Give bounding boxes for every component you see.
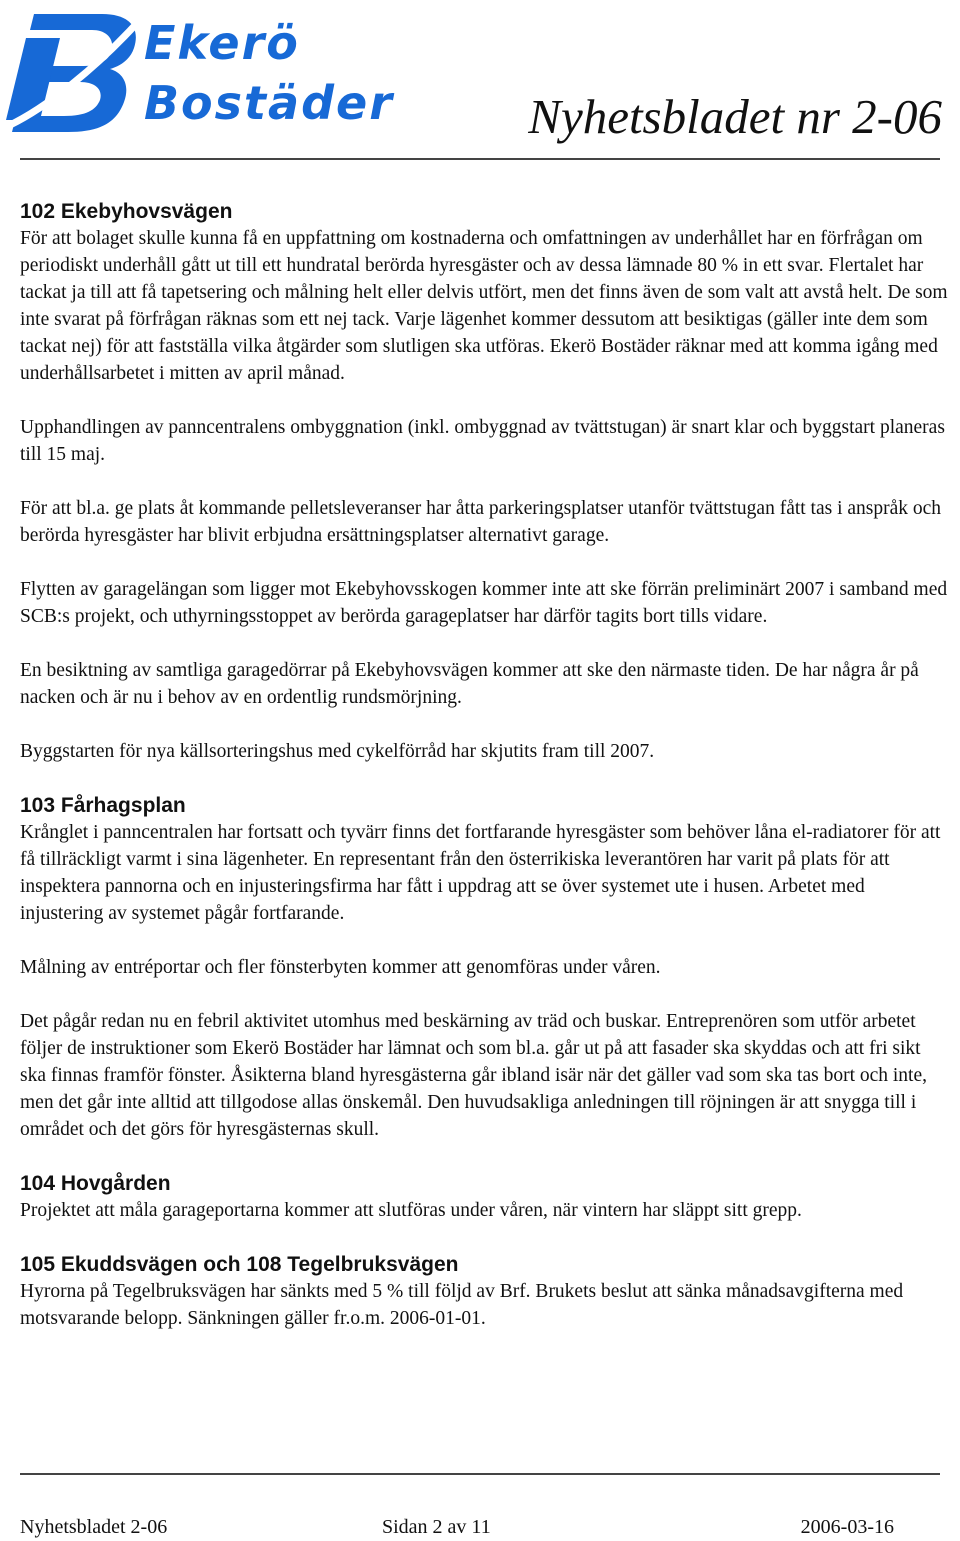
paragraph: För att bl.a. ge plats åt kommande pelletsleveranser har åtta parkeringsplatser utanför tvättstugan fått tas i anspråk och berörda hyresgäster har blivit erbjudna ersättningsplatser alternativt garage. <box>20 498 942 546</box>
paragraph: Upphandlingen av panncentralens ombyggnation (inkl. ombyggnad av tvättstugan) är snart klar och byggstart planeras till 15 maj. <box>20 417 945 465</box>
footer-divider <box>20 1473 940 1475</box>
section-102 <box>20 198 950 765</box>
paragraph: För att bolaget skulle kunna få en uppfattning om kostnaderna och omfattningen av underhållet har en förfrågan om periodiskt underhåll gått ut till ett hundratal berörda hyresgäster och av dessa lämnade 80 % in ett svar. Flertalet har tackat ja till att få tapetsering och målning helt eller delvis utfört, men det finns även de som valt att avstå helt. De som inte svarat på förfrågan räknas som ett nej tack. Varje lägenhet kommer dessutom att besiktigas (gäller inte dem som tackat nej) för att fastställa vilka åtgärder som slutligen ska utföras. Ekerö Bostäder räknar med att komma igång med underhållsarbetet i mitten av april månad. <box>20 228 948 384</box>
paragraph: Målning av entréportar och fler fönsterbyten kommer att genomföras under våren. <box>20 957 661 978</box>
section-104 <box>20 1170 950 1224</box>
section-heading: 103 Fårhagsplan <box>20 794 186 817</box>
newsletter-title: Nyhetsbladet nr 2-06 <box>528 89 942 144</box>
footer-date: 2006-03-16 <box>800 1516 894 1538</box>
paragraph: Byggstarten för nya källsorteringshus med cykelförråd har skjutits fram till 2007. <box>20 741 655 762</box>
paragraph: Projektet att måla garageportarna kommer att slutföras under våren, när vintern har släppt sitt grepp. <box>20 1200 802 1221</box>
footer-publication: Nyhetsbladet 2-06 <box>20 1516 168 1538</box>
paragraph: En besiktning av samtliga garagedörrar på Ekebyhovsvägen kommer att ske den närmaste tiden. De har några år på nacken och är nu i behov av en ordentlig rundsmörjning. <box>20 660 919 708</box>
section-103 <box>20 792 950 1143</box>
header-divider <box>20 158 940 160</box>
paragraph: Flytten av garagelängan som ligger mot Ekebyhovsskogen kommer inte att ske förrän preliminärt 2007 i samband med SCB:s projekt, och uthyrningsstoppet av berörda garageplatser har därför tagits bort tills vidare. <box>20 579 948 627</box>
footer-page-number: Sidan 2 av 11 <box>382 1516 491 1538</box>
paragraph: Hyrorna på Tegelbruksvägen har sänkts med 5 % till följd av Brf. Brukets beslut att sänka månadsavgifterna med motsvarande belopp. Sänkningen gäller fr.o.m. 2006-01-01. <box>20 1281 904 1329</box>
section-heading: 104 Hovgården <box>20 1172 171 1195</box>
article-body <box>20 198 950 1359</box>
logo-text-bostader: Bostäder <box>144 76 394 130</box>
logo-b-mark-icon <box>6 8 146 138</box>
ekero-bostader-logo <box>6 8 426 138</box>
paragraph: Krånglet i panncentralen har fortsatt och tyvärr finns det fortfarande hyresgäster som behöver låna el-radiatorer för att få tillräckligt varmt i sina lägenheter. En representant från den österrikiska leverantören har varit på plats för att inspektera pannorna och en injusteringsfirma har fått i uppdrag att se över systemet ute i husen. Arbetet med injustering av systemet pågår fortfarande. <box>20 822 941 924</box>
section-heading: 102 Ekebyhovsvägen <box>20 200 233 223</box>
section-heading: 105 Ekuddsvägen och 108 Tegelbruksvägen <box>20 1253 459 1276</box>
section-105 <box>20 1251 950 1332</box>
logo-text-ekero: Ekerö <box>144 16 300 70</box>
paragraph: Det pågår redan nu en febril aktivitet utomhus med beskärning av träd och buskar. Entreprenören som utför arbetet följer de instruktioner som Ekerö Bostäder har lämnat och som bl.a. går ut på att fasader ska skyddas och att fri sikt ska finnas framför fönster. Åsikterna bland hyresgästerna går ibland isär när det gäller vad som ska tas bort och inte, men det går inte alltid att tillgodose allas önskemål. Den huvudsakliga anledningen till röjningen är att snygga till i området och det görs för hyresgästernas skull. <box>20 1011 928 1140</box>
